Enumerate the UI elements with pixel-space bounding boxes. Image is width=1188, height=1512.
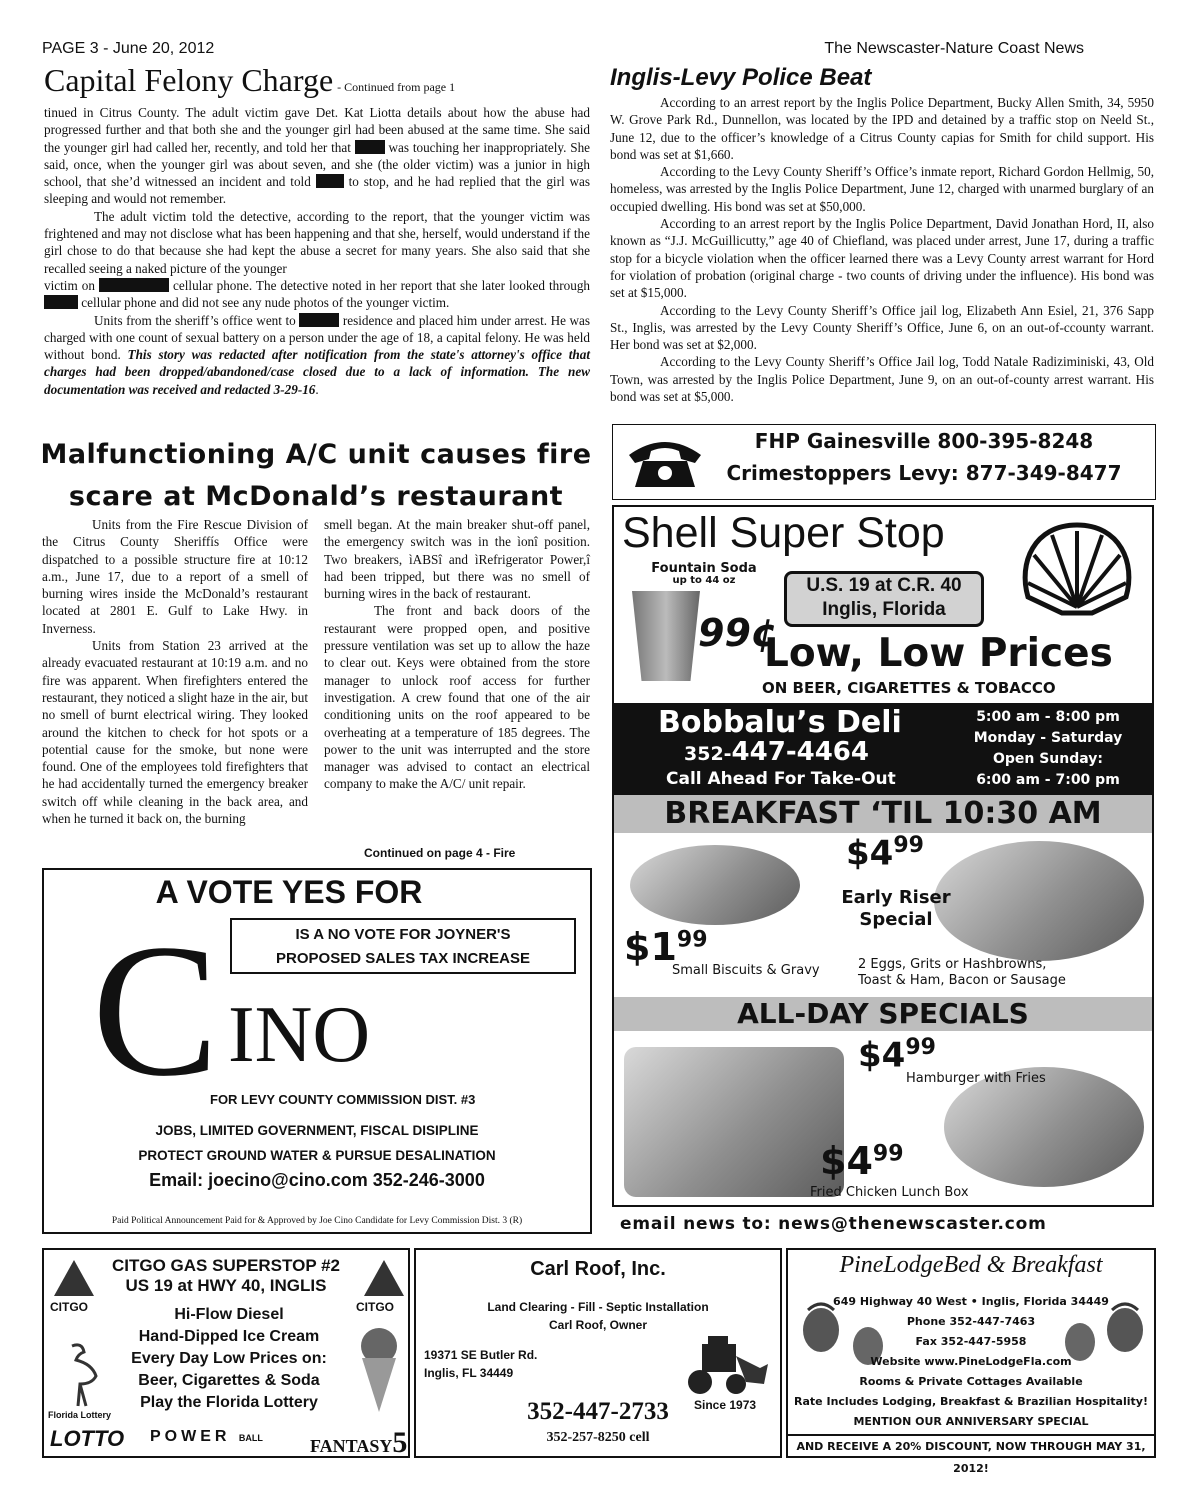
call-ahead: Call Ahead For Take-Out [666, 769, 896, 789]
burger-price-cents: 99 [905, 1035, 936, 1060]
mcd-paragraph: smell began. At the main breaker shut-off panel, the emergency switch was in the ìonî position. Two breakers, ìABSî and ìRefrigerator Power,î had been tripped, but there was no smell of burning wires in the back of restaurant. [324, 517, 590, 602]
florida-lottery-label: Florida Lottery [48, 1410, 112, 1420]
mcd-paragraph: The front and back doors of the restaurant were propped open, and positive pressure ventilation was set up to allow the haze to clear out. Keys were obtained from the store manager to unlock roof access for further investigation. A crew found that one of the air conditioning units on the roof appeared to be overheating at a temperature of 185 degrees. The power to the unit was interrupted and the store manager was advised to contact an electrical company to make the A/C/ unit repair. [324, 603, 590, 792]
carl-phone: 352-447-2733 [527, 1398, 669, 1425]
citgo-feature-line: Beer, Cigarettes & Soda [138, 1372, 320, 1389]
eggs-line: 2 Eggs, Grits or Hashbrowns, [858, 957, 1047, 972]
shell-logo-icon [1014, 519, 1140, 619]
police-item: According to the Levy County Sheriff’s Office’s inmate report, Richard Gordon Hellmig, 50, homeless, was arrested by the Inglis Police Department, June 12, charged with unarmed burglary of an occupied dwelling. His bond was set at $50,000. [610, 164, 1154, 214]
lotto-logo: LOTTO [50, 1426, 125, 1451]
police-title: Inglis-Levy Police Beat [610, 64, 872, 91]
deli-phone [684, 737, 869, 767]
powerball-logo [150, 1428, 263, 1446]
citgo-title [84, 1256, 368, 1296]
hotline-fhp: FHP Gainesville 800-395-8248 [754, 429, 1094, 453]
low-prices: Low, Low Prices [764, 631, 1113, 676]
mcd-headline [40, 434, 592, 518]
citgo-feature-line: Play the Florida Lottery [140, 1394, 318, 1411]
breakfast-banner: BREAKFAST ‘TIL 10:30 AM [614, 795, 1152, 833]
early-riser-line: Special [859, 909, 933, 930]
deli-name: Bobbalu’s Deli [658, 705, 902, 740]
biscuit-price-dollar: $1 [624, 925, 677, 969]
cino-no-vote-line: IS A NO VOTE FOR JOYNER'S [295, 926, 511, 943]
cino-disclaimer: Paid Political Announcement Paid for & Approved by Joe Cino Candidate for Levy Commission Dist. 3 (R) [111, 1216, 523, 1226]
redaction-box [99, 278, 169, 292]
on-beer: ON BEER, CIGARETTES & TOBACCO [762, 679, 1056, 697]
soda-price: 99¢ [698, 611, 778, 655]
cino-no-vote-line: PROPOSED SALES TAX INCREASE [276, 950, 530, 967]
citgo-brand-left: CITGO [50, 1300, 88, 1314]
deli-panel [614, 703, 1152, 795]
early-riser-line: Early Riser [841, 887, 951, 908]
felony-title: Capital Felony Charge [44, 62, 334, 98]
carl-services [416, 1298, 780, 1334]
soda-title: Fountain Soda [651, 561, 757, 576]
citgo-ad [42, 1248, 410, 1458]
mcd-continued: Continued on page 4 - Fire [364, 846, 516, 860]
deli-hours [968, 707, 1128, 791]
cino-name: INO [228, 991, 371, 1079]
burger-label: Hamburger with Fries [906, 1071, 1046, 1086]
cino-ad [42, 868, 592, 1234]
felony-paragraph [44, 312, 590, 398]
loader-tractor-icon [672, 1334, 770, 1396]
chicken-price [820, 1139, 904, 1183]
deli-hours-line: Monday - Saturday [973, 730, 1123, 746]
citgo-features [104, 1304, 354, 1414]
biscuits-photo [630, 845, 800, 925]
carl-cell: 352-257-8250 cell [546, 1430, 650, 1445]
shell-location-line: U.S. 19 at C.R. 40 [806, 575, 962, 596]
soda-cup-image [632, 591, 700, 681]
felony-headline [44, 62, 455, 99]
hotline-crimestoppers: Crimestoppers Levy: 877-349-8477 [726, 461, 1122, 485]
felony-text: cellular phone. The detective noted in her report that she later looked through [173, 277, 591, 293]
pine-details [788, 1292, 1154, 1432]
deli-phone-number: 447-4464 [731, 737, 869, 767]
carl-service-line: Carl Roof, Owner [548, 1318, 647, 1332]
pine-phone: Phone 352-447-7463 [906, 1315, 1036, 1328]
early-price [846, 833, 924, 873]
mcd-title-line: scare at McDonald’s restaurant [68, 481, 564, 512]
citgo-feature-line: Hi-Flow Diesel [174, 1306, 284, 1323]
felony-paragraph [44, 104, 590, 208]
pine-fax: Fax 352-447-5958 [915, 1335, 1027, 1348]
citgo-triangle-icon [52, 1258, 96, 1298]
deli-phone-prefix: 352- [684, 743, 732, 765]
mcd-paragraph: Units from the Fire Rescue Division of the Citrus County Sheriffís Office were dispatched to a possible structure fire at 10:12 a.m., June 17, due to a report of a smell of burning wires inside the McDonald’s restaurant located at 2801 E. Gulf to Lake Hwy. in Inverness. [42, 517, 308, 636]
police-item: According to the Levy County Sheriff’s Office jail log, Elizabeth Ann Esiel, 21, 376 Sapp St., Inglis, was arrested by the Levy County Sheriff’s Office, June 6, on an out-of-ccounty warrant. Her bond was set at $2,000. [610, 302, 1154, 353]
eggs-label [858, 957, 1066, 989]
page-header-left: PAGE 3 - June 20, 2012 [42, 40, 215, 57]
shell-location-line: Inglis, Florida [822, 599, 946, 620]
chicken-price-cents: 99 [872, 1141, 904, 1167]
chicken-price-dollar: $4 [820, 1139, 873, 1183]
carl-address [424, 1346, 537, 1382]
citgo-triangle-icon [362, 1258, 406, 1298]
cino-email: Email: joecino@cino.com 352-246-3000 [149, 1170, 485, 1190]
powerball-ball: BALL [238, 1433, 263, 1443]
pine-mention: MENTION OUR ANNIVERSARY SPECIAL [853, 1415, 1089, 1428]
felony-text: victim on [44, 277, 95, 293]
mcd-paragraph: Units from Station 23 arrived at the already evacuated restaurant at 10:19 a.m. and no fire was apparent. When firefighters entered the restaurant, they noticed a slight haze in the air, but no smell of burnt electrical wiring. They looked around the kitchen to check for hot spots or a potential cause for the smoke, but none were found. One of the employees told firefighters that he had accidentally turned the emergency breaker switch off while cleaning in the back area, and when he turned it back on, the burning [42, 638, 308, 827]
mcd-column-1 [42, 516, 308, 827]
citgo-title-line: US 19 at HWY 40, INGLIS [125, 1276, 327, 1295]
burger-price [858, 1035, 936, 1075]
carl-address-line: Inglis, FL 34449 [424, 1366, 514, 1380]
cino-no-vote-box [230, 918, 576, 974]
citgo-feature-line: Every Day Low Prices on: [131, 1350, 327, 1367]
deli-hours-line: Open Sunday: [992, 751, 1104, 767]
cino-platform-line: PROTECT GROUND WATER & PURSUE DESALINATION [138, 1148, 496, 1163]
soda-size: up to 44 oz [672, 575, 736, 586]
cino-district: FOR LEVY COUNTY COMMISSION DIST. #3 [210, 1092, 476, 1107]
flamingo-icon [52, 1340, 108, 1410]
eggs-line: Toast & Ham, Bacon or Sausage [858, 973, 1066, 988]
biscuit-price-cents: 99 [676, 927, 708, 953]
felony-text: . [315, 381, 319, 397]
felony-text: cellular phone and did not see any nude photos of the younger victim. [81, 295, 450, 311]
police-item: According to an arrest report by the Inglis Police Department, David Jonathan Hord, II, also known as “J.J. McGuillicutty,” age 40 of Chiefland, was placed under arrest, June 17, during a traffic stop for a bicycle violation when the officer learned there was a Levy County arrest warrant for Hord for violation of probation (original charge - two counts of driving under the influence). His bond was set at $15,000. [610, 216, 1154, 301]
redaction-box [44, 295, 78, 309]
all-day-banner: ALL-DAY SPECIALS [614, 997, 1152, 1031]
email-news-line: email news to: news@thenewscaster.com [620, 1214, 1047, 1234]
early-price-cents: 99 [893, 833, 924, 858]
felony-text: residence and placed him under arrest. He was charged with one count of sexual battery on a person under the age of 18, a capital felony. He was held without bond. [44, 312, 591, 363]
cino-platform-line: JOBS, LIMITED GOVERNMENT, FISCAL DISIPLINE [155, 1123, 479, 1138]
pine-title: PineLodgeBed & Breakfast [839, 1252, 1103, 1278]
carl-address-line: 19371 SE Butler Rd. [424, 1348, 538, 1362]
carl-service-line: Land Clearing - Fill - Septic Installation [487, 1300, 709, 1314]
mcd-column-2 [324, 516, 590, 793]
deli-hours-line: 5:00 am - 8:00 pm [976, 709, 1120, 725]
citgo-title-line: CITGO GAS SUPERSTOP #2 [112, 1256, 340, 1275]
cino-big-c: C [92, 906, 219, 1116]
pine-website: Website www.PineLodgeFla.com [870, 1355, 1072, 1368]
deli-hours-line: 6:00 am - 7:00 pm [976, 772, 1120, 788]
pine-discount: AND RECEIVE A 20% DISCOUNT, NOW THROUGH MAY 31, 2012! [788, 1434, 1154, 1458]
shell-location-box [784, 571, 984, 627]
shell-title: Shell Super Stop [622, 509, 945, 557]
police-item: According to an arrest report by the Inglis Police Department, Bucky Allen Smith, 34, 5950 W. Grove Park Rd., Dunnellon, was located by the IPD and detained by a traffic stop on Neeld St., June 12, due to the officer’s knowledge of a Citrus County capias for Smith for child support. His bond was set at $1,660. [610, 95, 1154, 162]
carl-roof-ad [414, 1248, 782, 1458]
telephone-icon [625, 435, 705, 491]
redaction-box [316, 174, 344, 188]
pine-lodge-ad [786, 1248, 1156, 1475]
hotline-box [612, 424, 1156, 500]
carl-since: Since 1973 [694, 1398, 757, 1412]
chicken-basket-photo [624, 1047, 844, 1197]
police-item: According to the Levy County Sheriff’s Office Jail log, Todd Natale Radiziminiski, 43, Old Town, was arrested by the Inglis Police Department, June 9, on an out-of-county arrest warrant. His bond was set at $5,000. [610, 354, 1154, 405]
shell-ad [612, 505, 1154, 1207]
fantasy5-text: FANTASY [310, 1436, 393, 1456]
mcd-title-line: Malfunctioning A/C unit causes fire [40, 439, 592, 470]
fantasy5-number: 5 [392, 1426, 408, 1459]
pine-rate: Rate Includes Lodging, Breakfast & Brazilian Hospitality! [794, 1395, 1148, 1408]
biscuit-label: Small Biscuits & Gravy [672, 963, 820, 978]
cino-platform [44, 1118, 590, 1168]
cino-vote: A VOTE YES FOR [155, 874, 423, 910]
early-riser-label [826, 887, 966, 931]
felony-paragraph: The adult victim told the detective, according to the report, that the younger victim was frightened and may not disclose what has been happening and that she, herself, would understand if the girl chose to do that because she had kept the abuse a secret for many years. She also said that she recalled seeing a naked picture of the younger [44, 208, 590, 276]
page-header-right: The Newscaster-Nature Coast News [824, 40, 1084, 57]
chicken-label: Fried Chicken Lunch Box [810, 1185, 969, 1200]
police-article [610, 94, 1154, 405]
fantasy5-logo [310, 1426, 407, 1460]
felony-paragraph [44, 277, 590, 312]
citgo-feature-line: Hand-Dipped Ice Cream [138, 1328, 320, 1345]
felony-text: Units from the sheriff’s office went to [94, 312, 296, 328]
citgo-brand-right: CITGO [356, 1300, 394, 1314]
redaction-box [299, 313, 339, 327]
carl-title: Carl Roof, Inc. [530, 1258, 666, 1280]
felony-article [44, 104, 590, 398]
powerball-text: POWER [150, 1428, 231, 1445]
redaction-box [355, 140, 385, 154]
felony-text: to stop, and he had replied that the girl was sleeping and would not remember. [44, 174, 591, 207]
redaction-note: This story was redacted after notification from the state's attorney's office that charges had been dropped/abandoned/case closed due to a lack of information. The new documentation was received and redacted 3-29-16 [44, 347, 591, 397]
ice-cream-cone-icon [356, 1324, 402, 1414]
burger-price-dollar: $4 [858, 1035, 906, 1076]
felony-text: tinued in Citrus County. The adult victim gave Det. Kat Liotta details about how the abuse had progressed further and that both she and the younger girl had been abused at the same time. She said the younger girl had called her, recently, and told her that [44, 105, 590, 155]
soda-label [644, 563, 764, 587]
early-price-dollar: $4 [846, 833, 894, 874]
felony-text: was touching her inappropriately. She said, once, when the younger girl was about seven, and she (the older victim) was a junior in high school, that she’d witnessed an incident and told [44, 139, 591, 190]
pine-address: 649 Highway 40 West • Inglis, Florida 34449 [833, 1295, 1109, 1308]
pine-rooms: Rooms & Private Cottages Available [859, 1375, 1083, 1388]
felony-continued: - Continued from page 1 [337, 80, 456, 94]
